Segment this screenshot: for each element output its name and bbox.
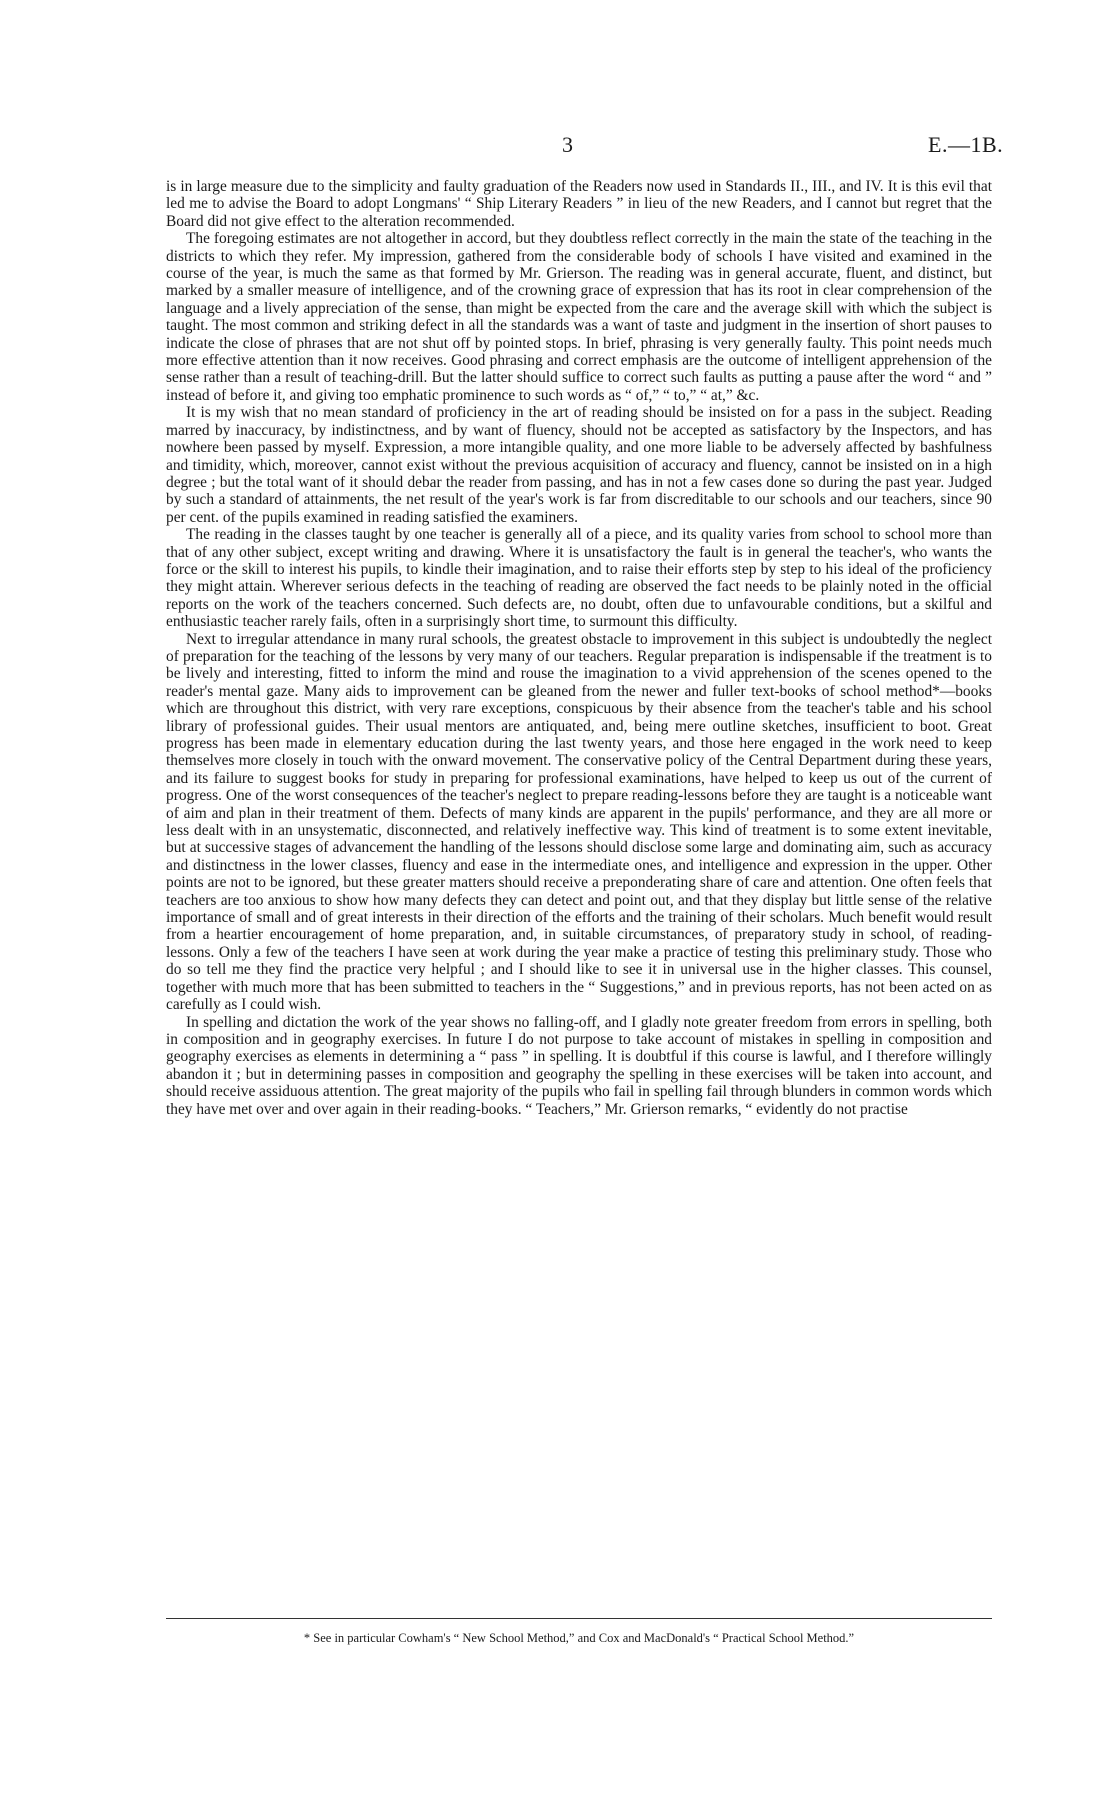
report-code: E.—1B. (928, 132, 1004, 157)
paragraph-estimates: The foregoing estimates are not altogether in accord, but they doubtless reflect correctly in the main the state of the teaching in the districts to which they refer. My impression, gathered from the considerable body of schools I have visited and examined in the course of the year, is much the same as that formed by Mr. Grierson. The reading was in general accurate, fluent, and distinct, but marked by a smaller measure of intelligence, and of the crowning grace of expression that has its root in clear comprehension of the language and a lively appreciation of the sense, than might be expected from the care and the average skill with which the subject is taught. The most common and striking defect in all the standards was a want of taste and judgment in the insertion of short pauses to indicate the close of phrases that are not shut off by pointed stops. In brief, phrasing is very generally faulty. This point needs much more effective attention than it now receives. Good phrasing and correct emphasis are the outcome of intelligent apprehension of the sense rather than a result of teaching-drill. But the latter should suffice to correct such faults as putting a pause after the word “ and ” instead of before it, and giving too emphatic prominence to such words as “ of,” “ to,” “ at,” &c. (166, 230, 992, 404)
footnote: * See in particular Cowham's “ New School Method,” and Cox and MacDonald's “ Practical School Method.” (303, 1631, 855, 1645)
body-text (166, 178, 992, 1118)
paragraph-spelling: In spelling and dictation the work of the year shows no falling-off, and I gladly note greater freedom from errors in spelling, both in composition and in geography exercises. In future I do not purpose to take account of mistakes in spelling in composition and geography exercises as elements in determining a “ pass ” in spelling. It is doubtful if this course is lawful, and I therefore willingly abandon it ; but in determining passes in composition and geography the spelling in these exercises will be taken into account, and should receive assiduous attention. The great majority of the pupils who fail in spelling fail through blunders in common words which they have met over and over again in their reading-books. “ Teachers,” Mr. Grierson remarks, “ evidently do not practise (166, 1013, 992, 1118)
footnote-divider (166, 1618, 992, 1619)
paragraph-continuation: is in large measure due to the simplicity and faulty graduation of the Readers now used in Standards II., III., and IV. It is this evil that led me to advise the Board to adopt Longmans' “ Ship Literary Readers ” in lieu of the new Readers, and I cannot but regret that the Board did not give effect to the alteration recommended. (166, 178, 992, 230)
paragraph-classes-one-teacher: The reading in the classes taught by one teacher is generally all of a piece, and its quality varies from school to school more than that of any other subject, except writing and drawing. Where it is unsatisfactory the fault is in general the teacher's, who wants the force or the skill to interest his pupils, to kindle their imagination, and to raise their efforts step by step to his ideal of the proficiency they might attain. Wherever serious defects in the teaching of reading are observed the fact needs to be plainly noted in the official reports on the work of the teachers concerned. Such defects are, no doubt, often due to unfavourable conditions, but a skilful and enthusiastic teacher rarely fails, often in a surprisingly short time, to surmount this difficulty. (166, 526, 992, 631)
page-number: 3 (562, 132, 574, 157)
paragraph-standard-of-proficiency: It is my wish that no mean standard of proficiency in the art of reading should be insisted on for a pass in the subject. Reading marred by inaccuracy, by indistinctness, and by want of fluency, should not be accepted as satisfactory by the Inspectors, and has nowhere been passed by myself. Expression, a more intangible quality, and one more liable to be adversely affected by bashfulness and timidity, which, moreover, cannot exist without the previous acquisition of accuracy and fluency, cannot be insisted on in a high degree ; but the total want of it should debar the reader from passing, and has in not a few cases done so during the past year. Judged by such a standard of attainments, the net result of the year's work is far from discreditable to our schools and our teachers, since 90 per cent. of the pupils examined in reading satisfied the examiners. (166, 404, 992, 526)
paragraph-preparation: Next to irregular attendance in many rural schools, the greatest obstacle to improvement in this subject is undoubtedly the neglect of preparation for the teaching of the lessons by very many of our teachers. Regular preparation is indispensable if the treatment is to be lively and interesting, fitted to inform the mind and rouse the imagination to a vivid apprehension of the scenes opened to the reader's mental gaze. Many aids to improvement can be gleaned from the newer and fuller text-books of school method*—books which are throughout this district, with very rare exceptions, conspicuous by their absence from the teacher's table and his school library of professional guides. Their usual mentors are antiquated, and, being mere outline sketches, insufficient to boot. Great progress has been made in elementary education during the last twenty years, and those here engaged in the work need to keep themselves more closely in touch with the onward movement. The conservative policy of the Central Department during these years, and its failure to suggest books for study in preparing for professional examinations, have helped to keep us out of the current of progress. One of the worst consequences of the teacher's neglect to prepare reading-lessons before they are taught is a noticeable want of aim and plan in their treatment of them. Defects of many kinds are apparent in the pupils' performance, and they are all more or less dealt with in an unsystematic, disconnected, and relatively ineffective way. This kind of treatment is to some extent inevitable, but at successive stages of advancement the handling of the lessons should disclose some large and dominating aim, such as accuracy and distinctness in the lower classes, fluency and ease in the intermediate ones, and intelligence and expression in the upper. Other points are not to be ignored, but these greater matters should receive a preponderating share of care and attention. One often feels that teachers are too anxious to show how many defects they can detect and point out, and that they display but little sense of the relative importance of small and of great interests in their direction of the efforts and the training of their scholars. Much benefit would result from a heartier encouragement of home preparation, and, in suitable circumstances, of preparatory study in school, of reading-lessons. Only a few of the teachers I have seen at work during the year make a practice of testing this preliminary study. Those who do so tell me they find the practice very helpful ; and I should like to see it in universal use in the higher classes. This counsel, together with much more that has been submitted to teachers in the “ Suggestions,” and in previous reports, has not been acted on as carefully as I could wish. (166, 630, 992, 1014)
page-header (0, 132, 1114, 162)
